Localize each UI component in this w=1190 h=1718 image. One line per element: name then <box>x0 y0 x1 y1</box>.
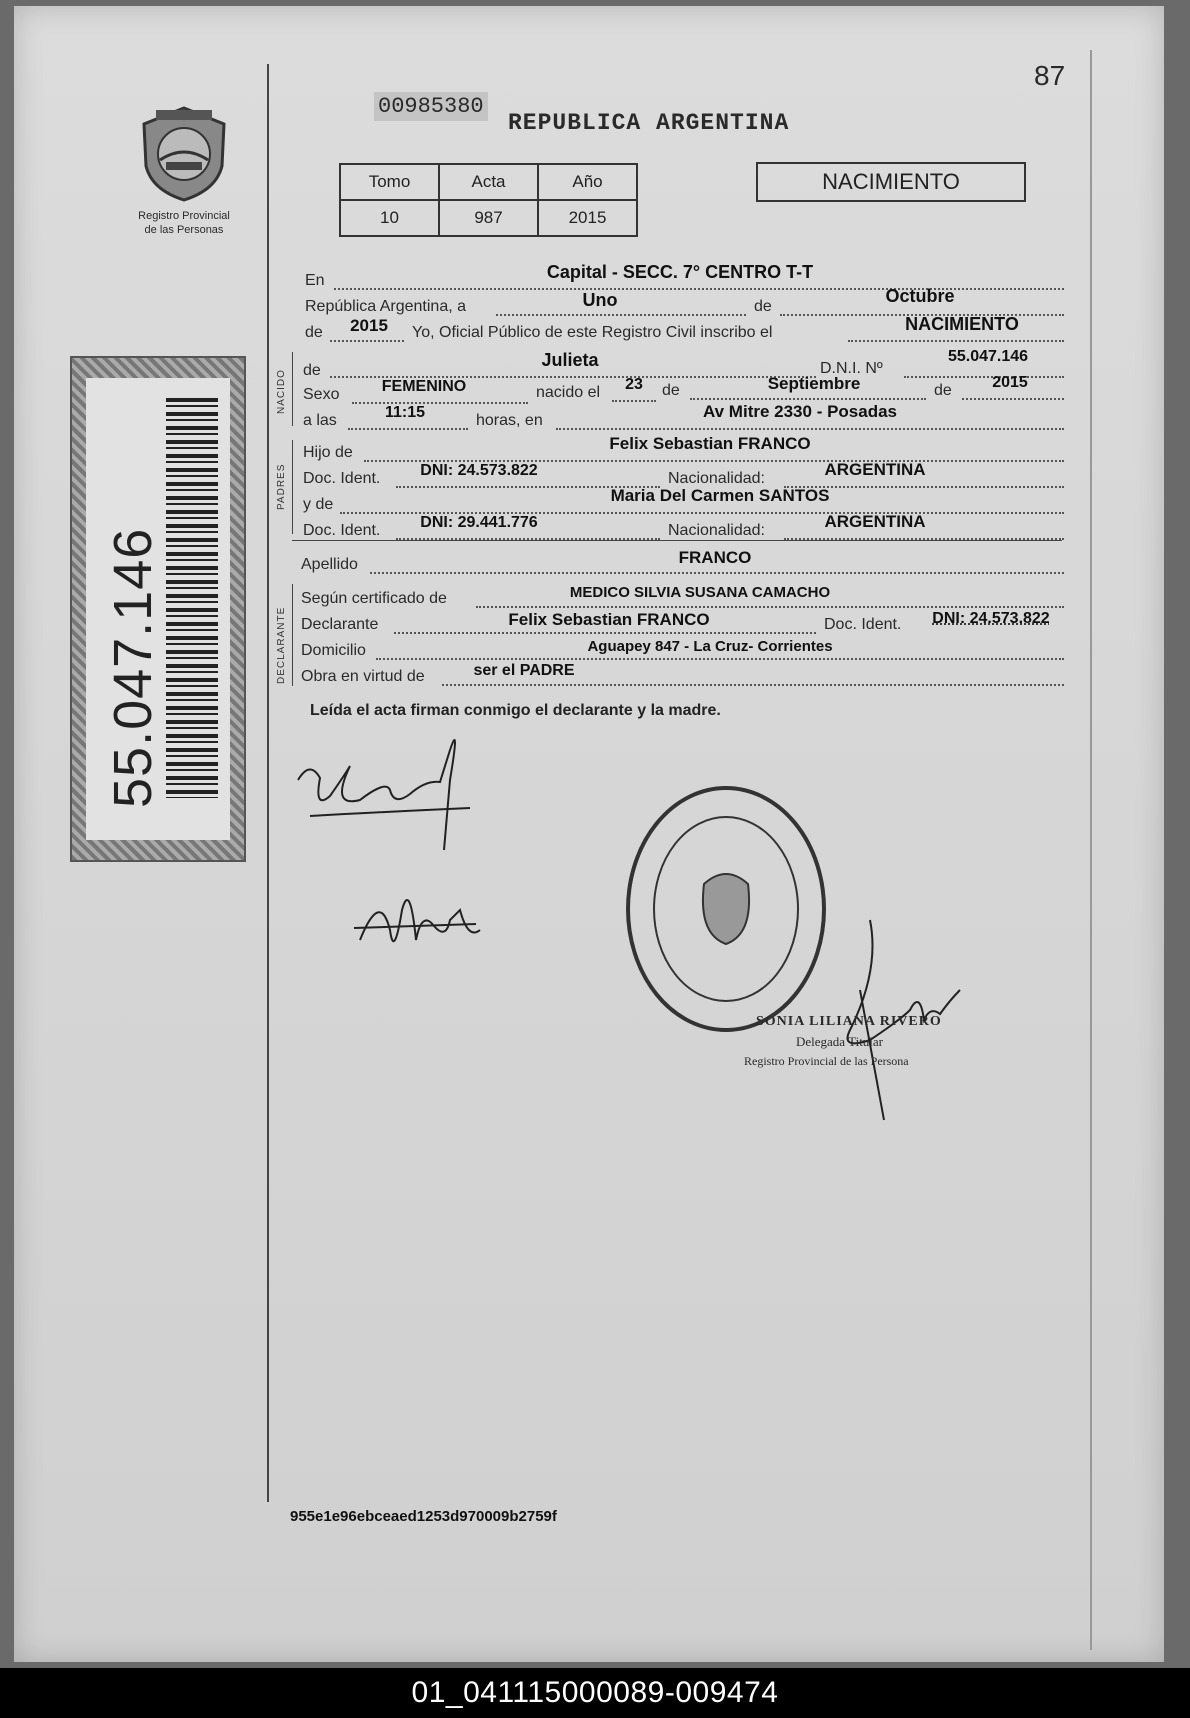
declarant-signature <box>290 720 490 860</box>
doc1-value: DNI: 24.573.822 <box>420 462 538 479</box>
doc2-value: DNI: 29.441.776 <box>420 514 538 531</box>
sexo-value: FEMENINO <box>381 378 467 395</box>
barcode-number: 55.047.146 <box>103 527 163 808</box>
dni-label: D.N.I. Nº <box>820 360 883 377</box>
record-header-acta: Acta <box>439 164 538 200</box>
logo-org-line1: Registro Provincial <box>138 210 230 222</box>
nac-mes-dots <box>690 398 926 400</box>
nombre-value: Julieta <box>541 350 599 370</box>
nac1-label: Nacionalidad: <box>668 470 765 487</box>
anio-value: 2015 <box>350 316 388 335</box>
page-number: 87 <box>1034 60 1066 91</box>
dia-value: Uno <box>582 290 618 310</box>
logo-org-line2: de las Personas <box>144 224 224 236</box>
doc3-label: Doc. Ident. <box>824 616 902 633</box>
nac2-dots <box>784 538 1064 540</box>
doc3-value: DNI: 24.573.822 <box>932 610 1050 627</box>
de2-label: de <box>305 324 323 341</box>
horas-label: horas, en <box>476 412 543 429</box>
nac-dia-value: 23 <box>625 376 643 393</box>
apellido-dots <box>370 572 1064 574</box>
section-tag-nacido: NACIDO <box>276 369 287 414</box>
hora-dots <box>348 428 468 430</box>
leida-text: Leída el acta firman conmigo el declarante y la madre. <box>310 702 721 719</box>
official-role: Delegada Titular <box>796 1034 884 1049</box>
de-label: de <box>754 298 772 315</box>
dni-value: 55.047.146 <box>947 348 1029 365</box>
record-table <box>339 163 638 237</box>
lugar-dots <box>556 428 1064 430</box>
official-name: SONIA LILIANA RIVERO <box>756 1014 942 1029</box>
country-title: REPUBLICA ARGENTINA <box>508 110 790 136</box>
record-header-tomo: Tomo <box>340 164 439 200</box>
oficial-text: Yo, Oficial Público de este Registro Civil inscribo el <box>412 324 773 341</box>
barcode-sticker <box>70 356 246 862</box>
madre-value: Maria Del Carmen SANTOS <box>610 486 830 505</box>
nac-anio-value: 2015 <box>992 374 1028 391</box>
en-value: Capital - SECC. 7° CENTRO T-T <box>546 262 814 282</box>
mother-signature <box>350 870 490 970</box>
dia-dots <box>496 314 746 316</box>
declarante-label: Declarante <box>301 616 379 633</box>
nac-mes-value: Septiembre <box>767 374 861 393</box>
sexo-label: Sexo <box>303 386 340 403</box>
anio-dots <box>330 340 404 342</box>
en-label: En <box>305 272 325 289</box>
doc2-dots <box>396 538 660 540</box>
doc2-label: Doc. Ident. <box>303 522 381 539</box>
section-tag-padres: PADRES <box>276 463 287 510</box>
alas-label: a las <box>303 412 337 429</box>
domicilio-label: Domicilio <box>301 642 366 659</box>
record-value-acta: 987 <box>439 200 538 236</box>
barcode-bars-icon <box>166 398 218 798</box>
coat-of-arms-icon <box>136 104 232 204</box>
nac-anio-dots <box>962 398 1064 400</box>
record-value-tomo: 10 <box>340 200 439 236</box>
de5-label: de <box>934 382 952 399</box>
left-margin-rule <box>267 64 269 1502</box>
section-rule-declarante <box>292 584 293 686</box>
certificado-value: MEDICO SILVIA SUSANA CAMACHO <box>569 584 831 601</box>
lugar-value: Av Mitre 2330 - Posadas <box>702 402 897 421</box>
nacido-label: nacido el <box>536 384 601 401</box>
de4-label: de <box>662 382 680 399</box>
inscribo-value: NACIMIENTO <box>905 314 1019 334</box>
section-tag-declarante: DECLARANTE <box>276 606 287 684</box>
official-org: Registro Provincial de las Persona <box>744 1054 909 1068</box>
obra-dots <box>442 684 1064 686</box>
divider-apellido <box>292 540 1062 541</box>
serial-number: 00985380 <box>374 92 488 121</box>
certificado-label: Según certificado de <box>301 590 447 607</box>
section-rule-padres <box>292 440 293 534</box>
de3-label: de <box>303 362 321 379</box>
nac1-value: ARGENTINA <box>824 460 926 479</box>
mes-value: Octubre <box>885 286 955 306</box>
declarante-dots <box>394 632 816 634</box>
yde-label: y de <box>303 496 334 513</box>
doc1-label: Doc. Ident. <box>303 470 381 487</box>
obra-label: Obra en virtud de <box>301 668 425 685</box>
hash-code: 955e1e96ebceaed1253d970009b2759f <box>290 1508 557 1525</box>
padre-value: Felix Sebastian FRANCO <box>609 434 811 453</box>
domicilio-value: Aguapey 847 - La Cruz- Corrientes <box>587 638 833 655</box>
provincial-logo <box>136 104 232 204</box>
nac2-value: ARGENTINA <box>824 512 926 531</box>
barcode-label <box>86 378 230 840</box>
hijo-label: Hijo de <box>303 444 353 461</box>
section-rule-nacido <box>292 352 293 426</box>
nac2-label: Nacionalidad: <box>668 522 765 539</box>
domicilio-dots <box>376 658 1064 660</box>
right-margin-rule <box>1090 50 1092 1650</box>
record-value-anio: 2015 <box>538 200 637 236</box>
apellido-label: Apellido <box>301 556 358 573</box>
record-header-anio: Año <box>538 164 637 200</box>
nac-dia-dots <box>612 400 656 402</box>
apellido-value: FRANCO <box>678 548 752 567</box>
hora-value: 11:15 <box>384 404 426 421</box>
declarante-value: Felix Sebastian FRANCO <box>508 610 710 629</box>
obra-value: ser el PADRE <box>473 662 575 679</box>
republica-label: República Argentina, a <box>305 298 466 315</box>
act-type-box: NACIMIENTO <box>756 162 1026 202</box>
footer-id: 01_041115000089-009474 <box>0 1668 1190 1718</box>
certificado-dots <box>476 606 1064 608</box>
inscribo-dots <box>848 340 1064 342</box>
